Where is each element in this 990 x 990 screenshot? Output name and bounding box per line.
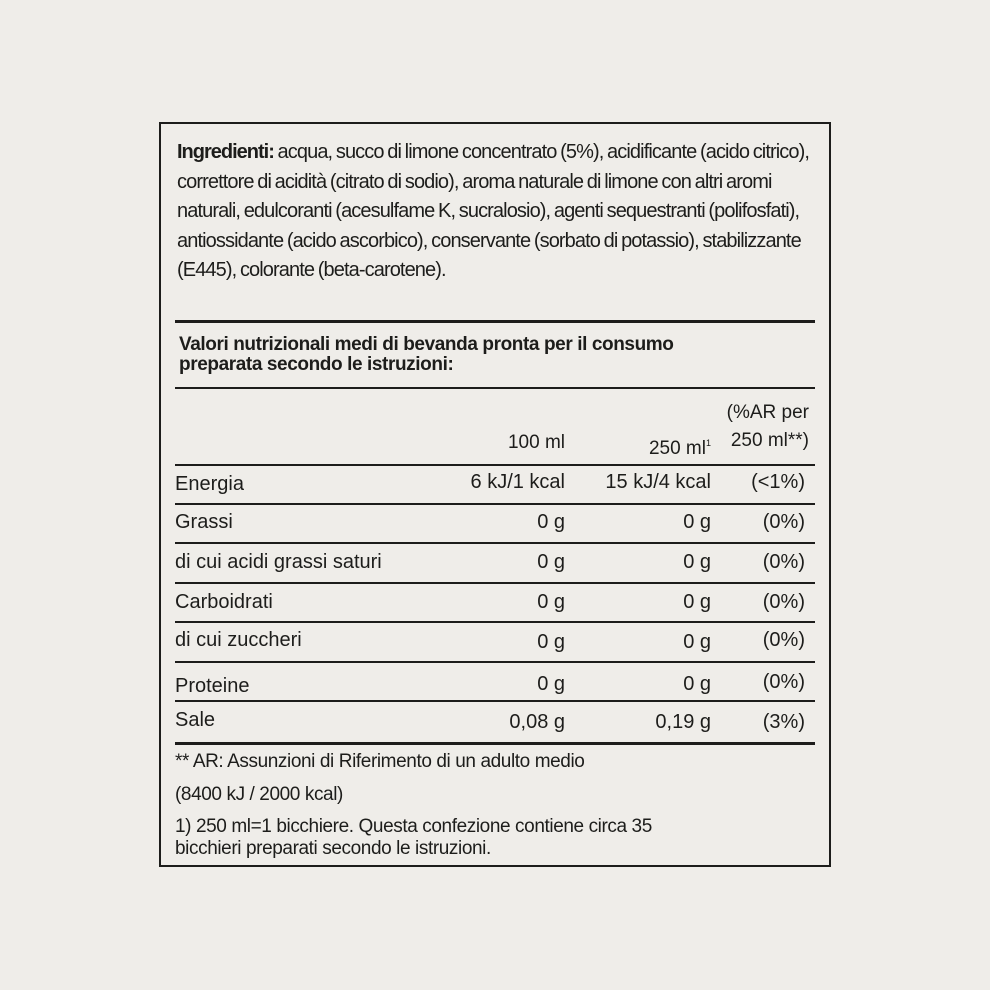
footnote-ar-line2: (8400 kJ / 2000 kcal) [175, 784, 343, 805]
divider [175, 661, 815, 663]
row-ar: (0%) [762, 671, 805, 693]
divider [175, 582, 815, 584]
footnote-note-line2: bicchieri preparati secondo le istruzioni. [175, 838, 491, 859]
row-per250: 0 g [683, 631, 711, 653]
divider [175, 542, 815, 544]
row-name: di cui acidi grassi saturi [175, 551, 382, 573]
row-per100: 0 g [537, 511, 565, 533]
row-per100: 0,08 g [509, 711, 565, 733]
header-ar-line1: (%AR per [726, 402, 809, 423]
row-name: Grassi [175, 511, 233, 533]
row-name: Proteine [175, 675, 250, 697]
ingredients-list: acqua, succo di limone concentrato (5%), acidificante (acido citrico), correttore di acidità (citrato di sodio), aroma naturale di limone con altri aromi naturali, edulcoranti (acesulfame K, sucralosio), agenti sequestranti (polifosfati), antiossidante (acido ascorbico), conservante (sorbato di potassio), stabilizzante (E445), colorante (beta-carotene). [177, 141, 810, 281]
row-ar: (<1%) [751, 471, 805, 493]
row-ar: (0%) [762, 629, 805, 651]
header-250ml [649, 429, 711, 463]
nutrition-label [159, 122, 831, 867]
row-ar: (0%) [762, 591, 805, 613]
row-per250: 0 g [683, 591, 711, 613]
footnote-note-line1: 1) 250 ml=1 bicchiere. Questa confezione contiene circa 35 [175, 816, 652, 837]
header-ar [709, 399, 809, 455]
divider [175, 387, 815, 389]
row-per100: 0 g [537, 673, 565, 695]
divider [175, 700, 815, 702]
row-per250: 15 kJ/4 kcal [605, 471, 711, 493]
row-per250: 0 g [683, 511, 711, 533]
row-name: Carboidrati [175, 591, 273, 613]
row-ar: (3%) [762, 711, 805, 733]
row-per100: 0 g [537, 631, 565, 653]
footnote-ar-line1: ** AR: Assunzioni di Riferimento di un adulto medio [175, 751, 585, 772]
divider [175, 503, 815, 505]
divider [175, 464, 815, 466]
nutrition-title-line1: Valori nutrizionali medi di bevanda pronta per il consumo [179, 334, 674, 355]
divider [175, 621, 815, 623]
row-per100: 6 kJ/1 kcal [470, 471, 565, 493]
divider [175, 742, 815, 745]
row-ar: (0%) [762, 551, 805, 573]
nutrition-title-line2: preparata secondo le istruzioni: [179, 354, 454, 375]
row-name: Energia [175, 473, 244, 495]
row-per250: 0 g [683, 551, 711, 573]
header-100ml: 100 ml [507, 432, 565, 453]
ingredients-title: Ingredienti: [177, 141, 274, 163]
row-per100: 0 g [537, 591, 565, 613]
row-name: di cui zuccheri [175, 629, 302, 651]
ingredients-text [177, 138, 817, 286]
row-per250: 0,19 g [655, 711, 711, 733]
header-ar-line2: 250 ml**) [730, 430, 809, 451]
nutrition-title [179, 335, 799, 375]
header-250ml-sup: 1 [705, 438, 711, 448]
row-name: Sale [175, 709, 216, 731]
row-per100: 0 g [537, 551, 565, 573]
row-per250: 0 g [683, 673, 711, 695]
header-250ml-label: 250 ml [648, 438, 706, 459]
row-ar: (0%) [762, 511, 805, 533]
divider [175, 320, 815, 323]
